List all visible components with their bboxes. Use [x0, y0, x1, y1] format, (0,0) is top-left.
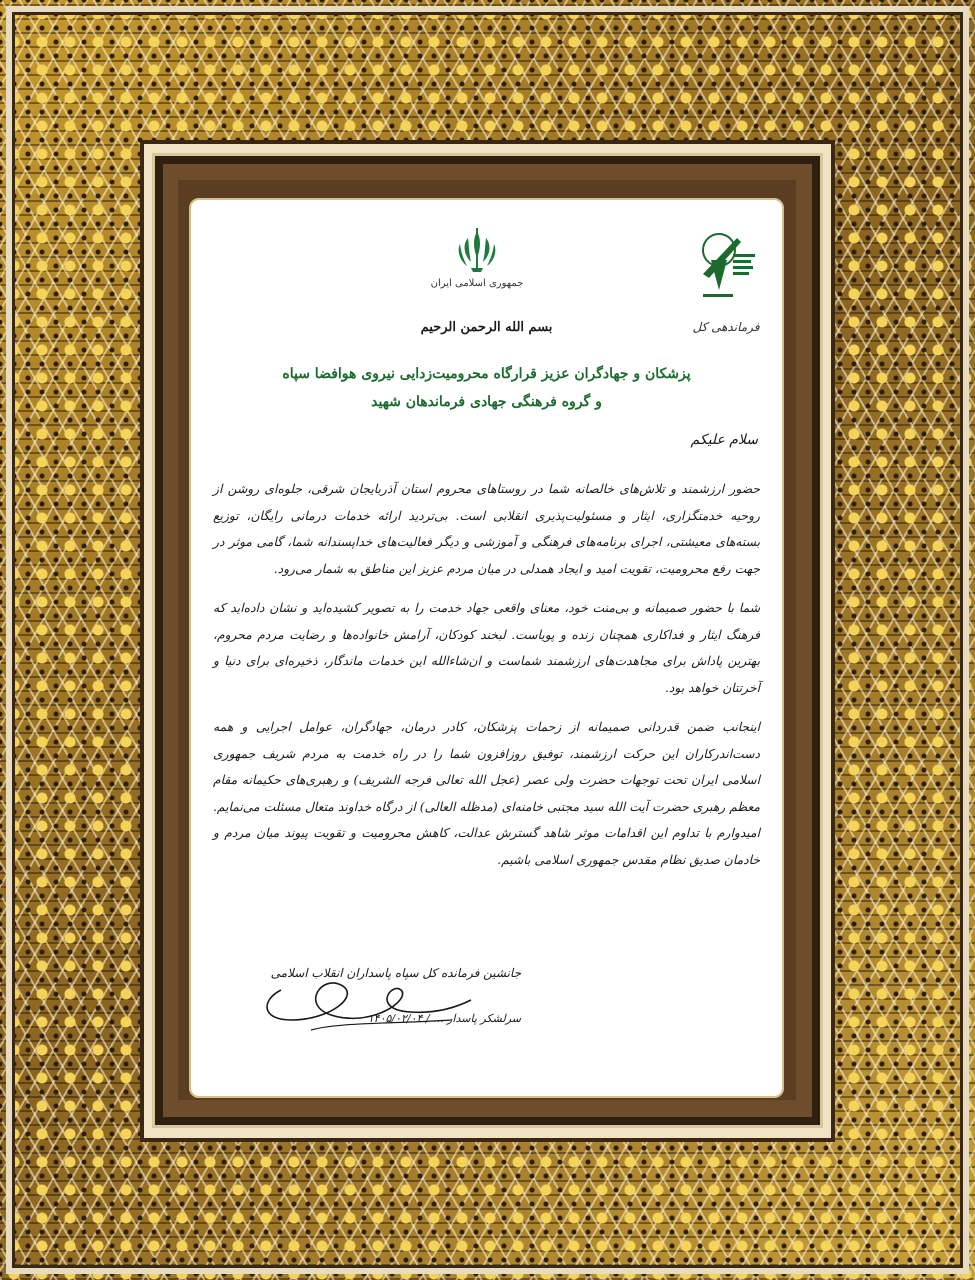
greeting: سلام علیکم — [690, 432, 758, 448]
letter-body — [213, 476, 760, 886]
irgc-emblem-caption: فرماندهی کل — [692, 320, 760, 334]
paragraph-2: شما با حضور صمیمانه و بی‌منت خود، معنای واقعی جهاد خدمت را به تصویر کشیده‌اید و نشان داده‌اید که فرهنگ ایثار و فداکاری همچنان زنده و پویاست. لبخند کودکان، آرامش خانواده‌ها و رضایت مردم محروم، بهترین پاداش برای مجاهدت‌های ارزشمند شماست و ان‌شاءالله این خدمات ماندگار، ذخیره‌ای برای دنیا و آخرتتان خواهد بود. — [213, 601, 760, 695]
signature-date: سرلشکر پاسدار ... / ۱۴۰۵/۰۲/۰۴ — [367, 1012, 521, 1025]
heading-line-2: و گروه فرهنگی جهادی فرماندهان شهید — [371, 394, 602, 410]
paragraph-1: حضور ارزشمند و تلاش‌های خالصانه شما در روستاهای محروم استان آذربایجان شرقی، جلوه‌ای روشن از روحیه خدمتگزاری، ایثار و مسئولیت‌پذیری انقلابی است. بی‌تردید ارائه خدمات درمانی رایگان، توزیع بسته‌های معیشتی، اجرای برنامه‌های فرهنگی و آموزشی و دیگر فعالیت‌های خداپسندانه شما، گامی موثر در جهت رفع محرومیت، تقویت امید و ایجاد همدلی در میان مردم عزیز این مناطق به شمار می‌رود. — [213, 482, 760, 576]
iri-emblem-icon — [449, 228, 505, 276]
irgc-emblem-icon — [697, 230, 759, 304]
signature-title: جانشین فرمانده کل سپاه پاسداران انقلاب اسلامی — [270, 966, 521, 980]
iri-emblem-caption: جمهوری اسلامی ایران — [430, 278, 524, 289]
letter-paper — [189, 198, 784, 1098]
basmala: بسم الله الرحمن الرحیم — [420, 320, 553, 335]
signature-block — [251, 960, 521, 1070]
letter-heading — [211, 360, 762, 416]
paragraph-3: اینجانب ضمن قدردانی صمیمانه از زحمات پزشکان، کادر درمان، جهادگران، عوامل اجرایی و همه دست‌اندرکاران این حرکت ارزشمند، توفیق روزافزون شما را در راه خدمت به مردم شریف جمهوری اسلامی ایران تحت توجهات حضرت ولی عصر (عجل الله تعالی فرجه الشریف) و رهبری‌های حکیمانه مقام معظم رهبری حضرت آیت الله سید مجتبی خامنه‌ای (مدظله العالی) از درگاه خداوند متعال مسئلت می‌نمایم. امیدوارم با تداوم این اقدامات موثر شاهد گسترش عدالت، کاهش محرومیت و تقویت پیوند میان مردم و خادمان صدیق نظام مقدس جمهوری اسلامی باشیم. — [213, 720, 760, 867]
heading-line-1: پزشکان و جهادگران عزیز قرارگاه محرومیت‌زدایی نیروی هوافضا سپاه — [282, 366, 691, 382]
